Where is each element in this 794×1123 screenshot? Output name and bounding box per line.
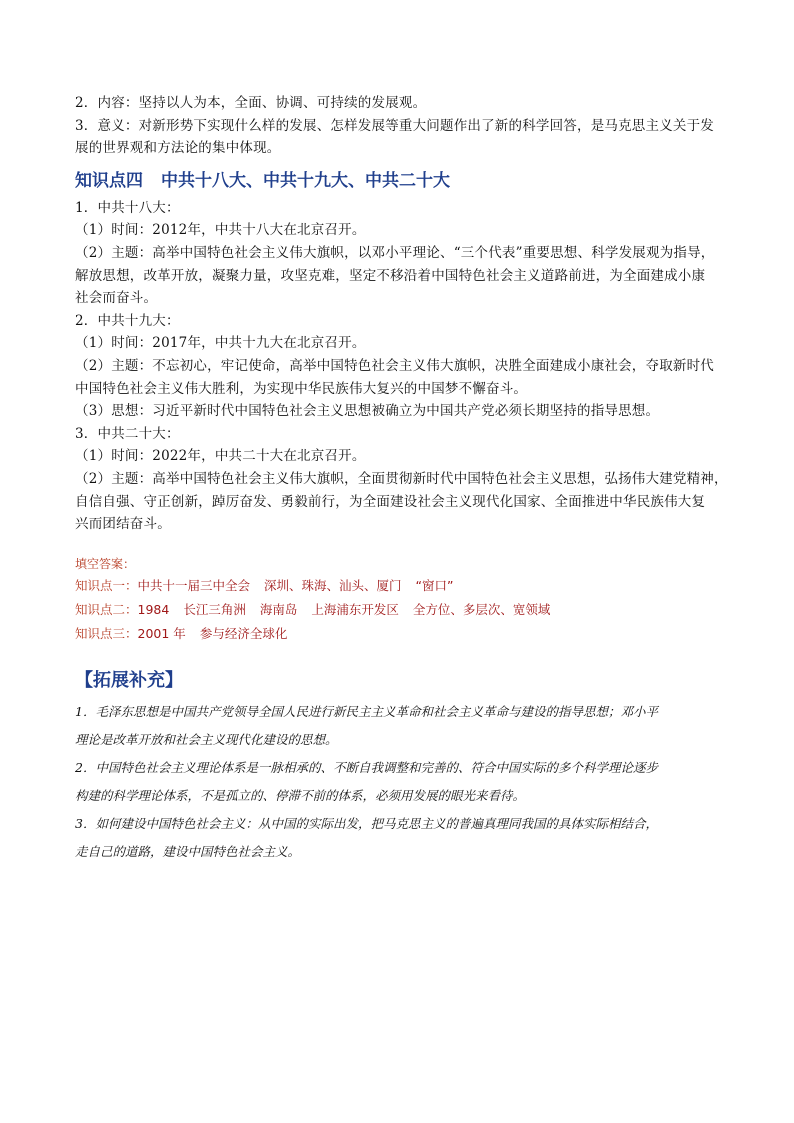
- text-line: 2．中共十九大：: [75, 312, 180, 329]
- text-line: （2）主题：高举中国特色社会主义伟大旗帜，以邓小平理论、“三个代表”重要思想、科学发展观为指导，: [75, 244, 715, 261]
- text-line: 3．如何建设中国特色社会主义：从中国的实际出发，把马克思主义的普遍真理同我国的具体实际相结合，: [75, 815, 658, 831]
- document-page: [75, 92, 728, 866]
- text-line: 兴而团结奋斗。: [75, 516, 171, 533]
- text-line: 展的世界观和方法论的集中体现。: [75, 140, 281, 157]
- answer-item: 海南岛: [259, 601, 298, 617]
- answer-item: 中共十一届三中全会: [137, 577, 251, 593]
- answer-label: 知识点三：: [75, 625, 138, 641]
- text-line: 2．内容：坚持以人为本，全面、协调、可持续的发展观。: [75, 95, 427, 111]
- text-line: 构建的科学理论体系，不是孤立的、停滞不前的体系，必须用发展的眼光来看待。: [75, 787, 526, 803]
- text-line: 1．毛泽东思想是中国共产党领导全国人民进行新民主主义革命和社会主义革命与建设的指导思想；邓小平: [75, 703, 658, 719]
- intro-block: [75, 92, 725, 160]
- text-line: 理论是改革开放和社会主义现代化建设的思想。: [75, 731, 338, 747]
- text-line: 1．中共十八大：: [75, 199, 180, 216]
- extension-title: 【拓展补充】: [75, 669, 183, 691]
- answer-row: [75, 622, 725, 646]
- answer-item: 全方位、多层次、宽领域: [412, 601, 551, 617]
- answer-row: [75, 598, 725, 622]
- text-line: 3．中共二十大：: [75, 425, 180, 442]
- text-line: （2）主题：高举中国特色社会主义伟大旗帜，全面贯彻新时代中国特色社会主义思想，弘扬伟大建党精神，: [75, 470, 728, 487]
- section-heading: [75, 169, 725, 193]
- text-line: （2）主题：不忘初心，牢记使命，高举中国特色社会主义伟大旗帜，决胜全面建成小康社会，夺取新时代: [75, 357, 714, 374]
- answer-item: 长江三角洲: [183, 601, 246, 617]
- answer-label: 知识点二：: [75, 601, 138, 617]
- text-line: 社会而奋斗。: [75, 290, 158, 307]
- answer-row: [75, 574, 725, 598]
- text-line: （1）时间：2012年，中共十八大在北京召开。: [75, 222, 366, 239]
- text-line: 3．意义：对新形势下实现什么样的发展、怎样发展等重大问题作出了新的科学回答，是马克思主义关于发: [75, 117, 714, 134]
- answer-item: 上海浦东开发区: [311, 601, 399, 617]
- text-line: （3）思想：习近平新时代中国特色社会主义思想被确立为中国共产党必须长期坚持的指导思想。: [75, 403, 660, 420]
- text-line: （1）时间：2017年，中共十九大在北京召开。: [75, 335, 366, 352]
- text-line: 中国特色社会主义伟大胜利，为实现中华民族伟大复兴的中国梦不懈奋斗。: [75, 380, 528, 397]
- section-label: 知识点四: [75, 170, 143, 191]
- text-line: 解放思想，改革开放，凝聚力量，攻坚克难，坚定不移沿着中国特色社会主义道路前进，为全面建成小康: [75, 267, 706, 284]
- answers-title: 填空答案：: [75, 556, 136, 571]
- text-line: 走自己的道路，建设中国特色社会主义。: [75, 843, 301, 859]
- answer-item: 参与经济全球化: [199, 625, 288, 641]
- section-body: [75, 197, 728, 536]
- answer-item: 2001 年: [137, 625, 186, 641]
- section-title: 中共十八大、中共十九大、中共二十大: [161, 170, 450, 191]
- text-line: （1）时间：2022年，中共二十大在北京召开。: [75, 448, 366, 465]
- answers-block: [75, 554, 725, 646]
- answer-label: 知识点一：: [75, 577, 138, 593]
- text-line: 2．中国特色社会主义理论体系是一脉相承的、不断自我调整和完善的、符合中国实际的多个科学理论逐步: [75, 759, 658, 775]
- extension-body: [75, 698, 725, 866]
- answer-item: 深圳、珠海、汕头、厦门: [264, 577, 402, 593]
- answer-item: “窗口”: [415, 577, 454, 593]
- text-line: 自信自强、守正创新，踔厉奋发、勇毅前行，为全面建设社会主义现代化国家、全面推进中华民族伟大复: [75, 493, 706, 510]
- answer-item: 1984: [137, 601, 170, 617]
